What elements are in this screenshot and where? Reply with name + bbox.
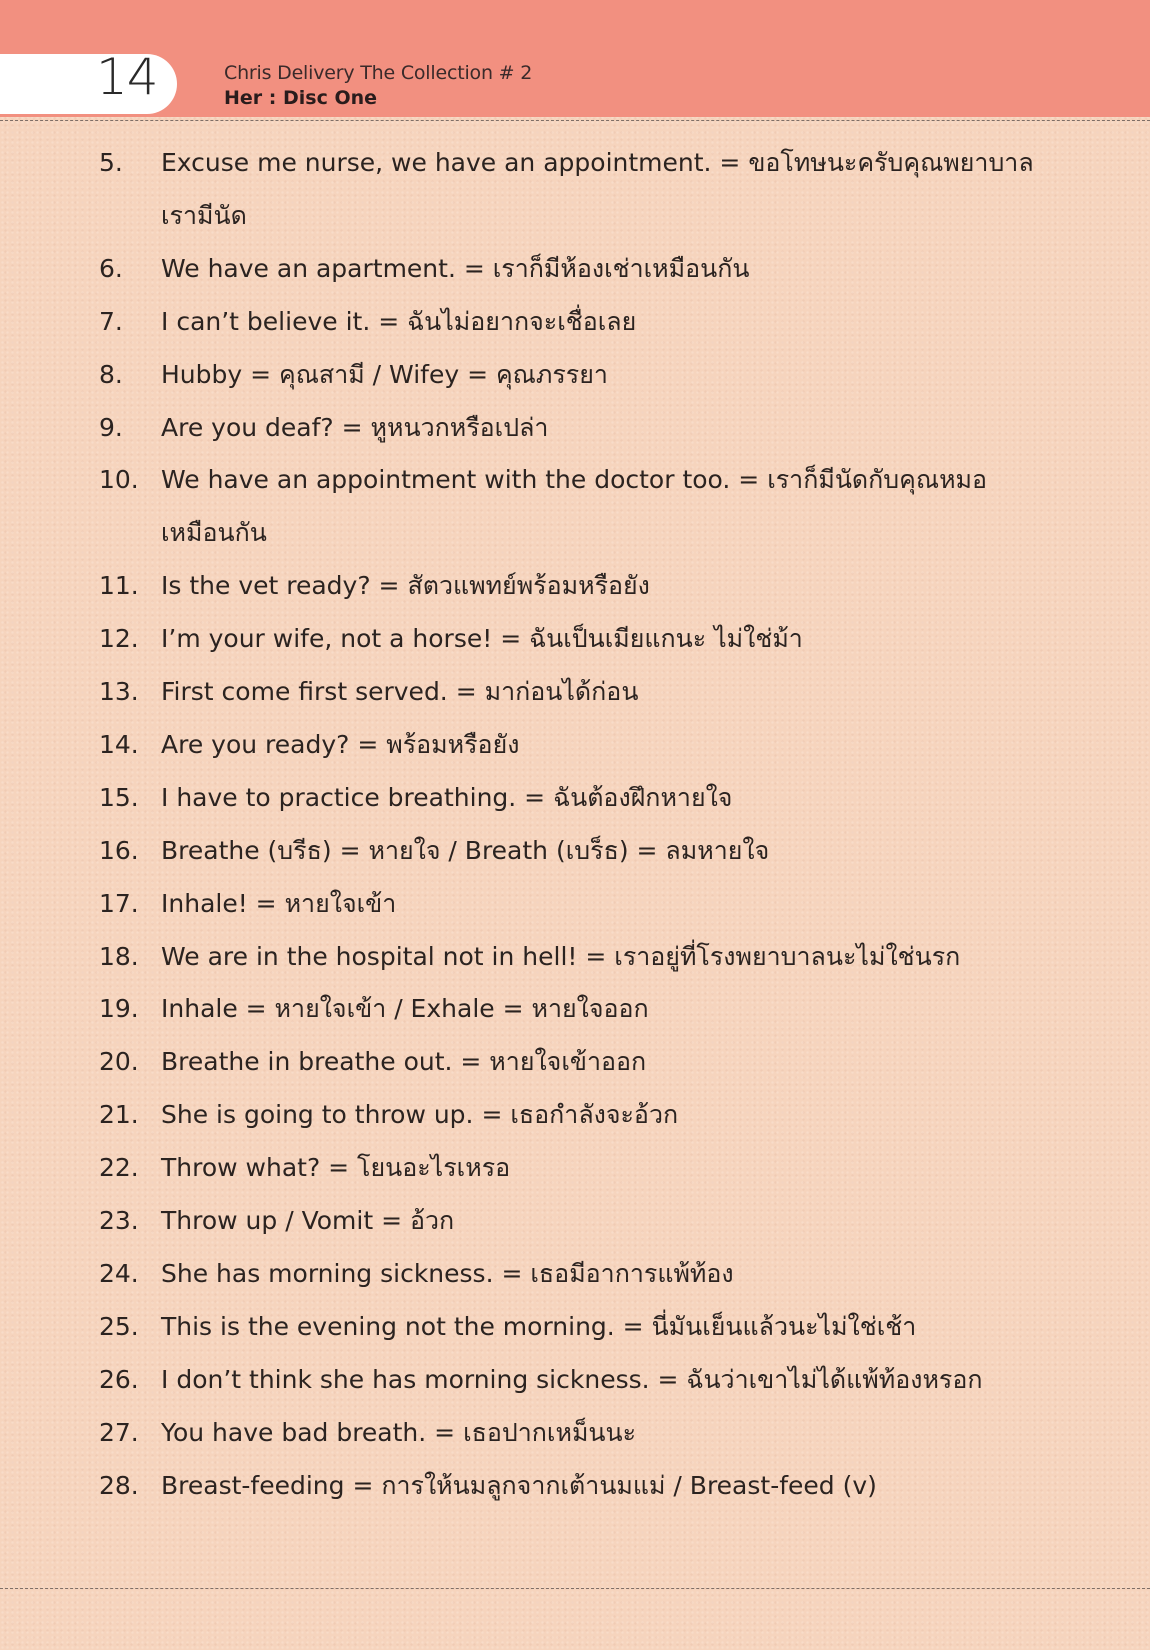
- entry-text: Hubby = คุณสามี / Wifey = คุณภรรยา: [161, 359, 608, 389]
- entry-number: 18.: [99, 941, 139, 971]
- entry-number: 12.: [99, 624, 139, 654]
- page-number: 14: [96, 48, 158, 106]
- entry-text: I don’t think she has morning sickness. = ฉันว่าเขาไม่ได้แพ้ท้องหรอก: [161, 1364, 983, 1394]
- top-dashed-divider: [0, 120, 1150, 121]
- entry-number: 14.: [99, 729, 139, 759]
- entry-text: We have an apartment. = เราก็มีห้องเช่าเหมือนกัน: [161, 253, 750, 283]
- entry-number: 9.: [99, 412, 123, 442]
- entry-number: 7.: [99, 306, 123, 336]
- entry-number: 27.: [99, 1417, 139, 1447]
- entry-number: 26.: [99, 1364, 139, 1394]
- entry-text: We are in the hospital not in hell! = เราอยู่ที่โรงพยาบาลนะไม่ใช่นรก: [161, 941, 961, 971]
- entry-number: 21.: [99, 1100, 139, 1130]
- entry-number: 23.: [99, 1206, 139, 1235]
- entry-number: 22.: [99, 1153, 139, 1183]
- entry-number: 11.: [99, 571, 139, 601]
- entry-text: We have an appointment with the doctor too. = เราก็มีนัดกับคุณหมอ: [161, 465, 988, 495]
- entry-number: 6.: [99, 253, 123, 283]
- entry-text: She has morning sickness. = เธอมีอาการแพ้ท้อง: [161, 1258, 734, 1288]
- entry-text: Inhale! = หายใจเข้า: [161, 888, 397, 918]
- entry-number: 15.: [99, 782, 139, 812]
- entry-text-continuation: เหมือนกัน: [161, 518, 267, 548]
- entry-text: Breast-feeding = การให้นมลูกจากเต้านมแม่ / Breast-feed (v): [161, 1470, 877, 1500]
- entry-number: 24.: [99, 1258, 139, 1288]
- entry-text: Throw what? = โยนอะไรเหรอ: [161, 1153, 511, 1183]
- entry-number: 16.: [99, 835, 139, 865]
- entry-text: Are you ready? = พร้อมหรือยัง: [161, 729, 520, 759]
- bottom-dashed-divider: [0, 1588, 1150, 1589]
- entry-number: 5.: [99, 148, 123, 177]
- entry-text: Inhale = หายใจเข้า / Exhale = หายใจออก: [161, 994, 649, 1024]
- entry-number: 8.: [99, 359, 123, 389]
- entry-number: 25.: [99, 1311, 139, 1341]
- entry-number: 20.: [99, 1047, 139, 1077]
- entry-text: Throw up / Vomit = อ้วก: [161, 1206, 455, 1235]
- entry-number: 13.: [99, 677, 139, 706]
- entry-text: I have to practice breathing. = ฉันต้องฝึกหายใจ: [161, 782, 733, 812]
- entry-text: Breathe (บรีธ) = หายใจ / Breath (เบร็ธ) = ลมหายใจ: [161, 835, 770, 865]
- entry-text: You have bad breath. = เธอปากเหม็นนะ: [161, 1417, 637, 1447]
- entry-number: 28.: [99, 1470, 139, 1500]
- entry-text: This is the evening not the morning. = นี่มันเย็นแล้วนะไม่ใช่เช้า: [161, 1311, 917, 1341]
- entry-number: 19.: [99, 994, 139, 1024]
- series-title: Chris Delivery The Collection # 2: [224, 62, 533, 84]
- entry-text: She is going to throw up. = เธอกำลังจะอ้วก: [161, 1100, 679, 1130]
- disc-title: Her : Disc One: [224, 87, 378, 109]
- entry-text: Breathe in breathe out. = หายใจเข้าออก: [161, 1047, 647, 1077]
- entry-text: First come first served. = มาก่อนได้ก่อน: [161, 677, 639, 706]
- entry-number: 10.: [99, 465, 139, 495]
- entry-text: I can’t believe it. = ฉันไม่อยากจะเชื่อเลย: [161, 306, 637, 336]
- entry-text-continuation: เรามีนัด: [161, 200, 247, 230]
- entry-text: I’m your wife, not a horse! = ฉันเป็นเมียแกนะ ไม่ใช่ม้า: [161, 624, 803, 654]
- entry-text: Are you deaf? = หูหนวกหรือเปล่า: [161, 412, 549, 442]
- entry-number: 17.: [99, 888, 139, 918]
- entry-text: Excuse me nurse, we have an appointment. = ขอโทษนะครับคุณพยาบาล: [161, 148, 1034, 177]
- entry-text: Is the vet ready? = สัตวแพทย์พร้อมหรือยัง: [161, 571, 650, 601]
